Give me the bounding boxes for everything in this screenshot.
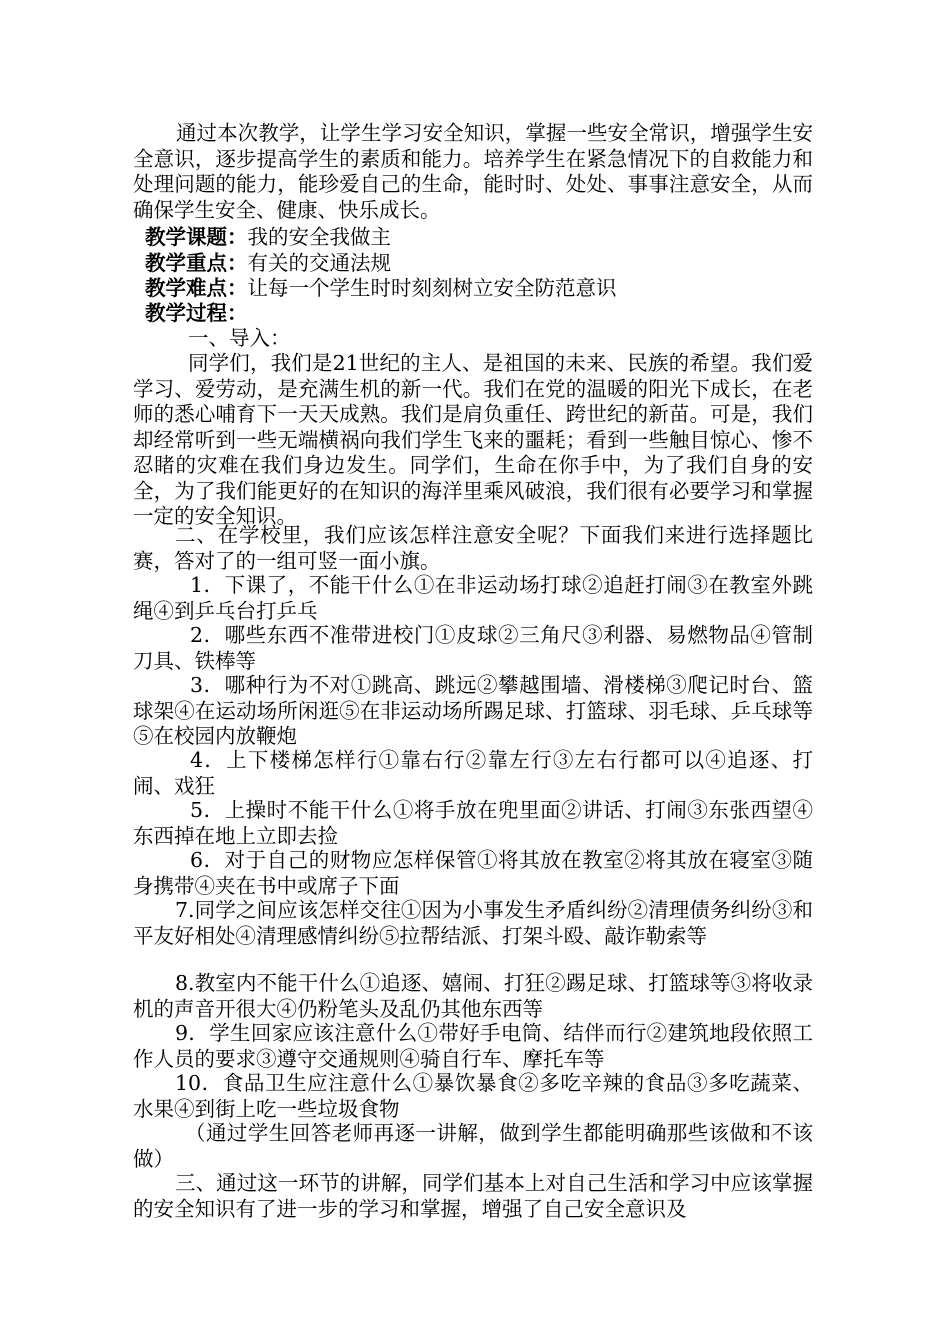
question-7: 7.同学之间应该怎样交往①因为小事发生矛盾纠纷②清理债务纠纷③和平友好相处④清理感情纠纷⑤拉帮结派、打架斗殴、敲诈勒索等: [133, 898, 813, 948]
question-8: 8.教室内不能干什么①追逐、嬉闹、打狂②踢足球、打篮球等③将收录机的声音开很大④仍粉笔头及乱仍其他东西等: [133, 971, 813, 1021]
question-9: 9．学生回家应该注意什么①带好手电筒、结伴而行②建筑地段依照工作人员的要求③遵守交通规则④骑自行车、摩托车等: [133, 1021, 813, 1071]
key-point-label: 教学重点：: [145, 251, 248, 275]
intro-paragraph: 通过本次教学，让学生学习安全知识，掌握一些安全常识，增强学生安全意识，逐步提高学生的素质和能力。培养学生在紧急情况下的自救能力和处理问题的能力，能珍爱自己的生命，能时时、处处、事事注意安全，从而确保学生安全、健康、快乐成长。: [133, 121, 813, 222]
section1-title: 一、导入：: [188, 326, 291, 350]
topic-value: 我的安全我做主: [247, 225, 391, 249]
section1-body: 同学们，我们是21世纪的主人、是祖国的未来、民族的希望。我们爱学习、爱劳动，是充满生机的新一代。我们在党的温暖的阳光下成长，在老师的悉心哺育下一天天成熟。我们是肩负重任、跨世纪的新苗。可是，我们却经常听到一些无端横祸向我们学生飞来的噩耗；看到一些触目惊心、惨不忍睹的灾难在我们身边发生。同学们，生命在你手中，为了我们自身的安全，为了我们能更好的在知识的海洋里乘风破浪，我们很有必要学习和掌握一定的安全知识。: [133, 351, 813, 528]
process-label: 教学过程：: [145, 301, 248, 325]
key-point-value: 有关的交通法规: [247, 251, 391, 275]
topic-line: [145, 225, 391, 251]
section2-intro: 二、在学校里，我们应该怎样注意安全呢？下面我们来进行选择题比赛，答对了的一组可竖一面小旗。: [133, 523, 813, 573]
question-3: 3．哪种行为不对①跳高、跳远②攀越围墙、滑楼梯③爬记时台、篮球架④在运动场所闲逛⑤在非运动场所踢足球、打篮球、羽毛球、乒乓球等⑤在校园内放鞭炮: [133, 673, 813, 748]
question-1: 1．下课了，不能干什么①在非运动场打球②追赶打闹③在教室外跳绳④到乒乓台打乒乓: [133, 573, 813, 623]
question-4: 4．上下楼梯怎样行①靠右行②靠左行③左右行都可以④追逐、打闹、戏狂: [133, 748, 813, 798]
topic-label: 教学课题：: [145, 225, 248, 249]
question-2: 2．哪些东西不准带进校门①皮球②三角尺③利器、易燃物品④管制刀具、铁棒等: [133, 623, 813, 673]
question-6: 6．对于自己的财物应怎样保管①将其放在教室②将其放在寝室③随身携带④夹在书中或席子下面: [133, 848, 813, 898]
difficulty-label: 教学难点：: [145, 276, 248, 300]
process-line: [145, 301, 248, 327]
question-5: 5．上操时不能干什么①将手放在兜里面②讲话、打闹③东张西望④东西掉在地上立即去捡: [133, 798, 813, 848]
key-point-line: [145, 251, 391, 277]
section3-paragraph: 三、通过这一环节的讲解，同学们基本上对自己生活和学习中应该掌握的安全知识有了进一步的学习和掌握，增强了自己安全意识及: [133, 1171, 813, 1221]
difficulty-line: [145, 276, 617, 302]
question-10: 10．食品卫生应注意什么①暴饮暴食②多吃辛辣的食品③多吃蔬菜、水果④到街上吃一些垃圾食物: [133, 1071, 813, 1121]
difficulty-value: 让每一个学生时时刻刻树立安全防范意识: [247, 276, 617, 300]
teacher-note: （通过学生回答老师再逐一讲解，做到学生都能明确那些该做和不该做）: [133, 1121, 813, 1171]
